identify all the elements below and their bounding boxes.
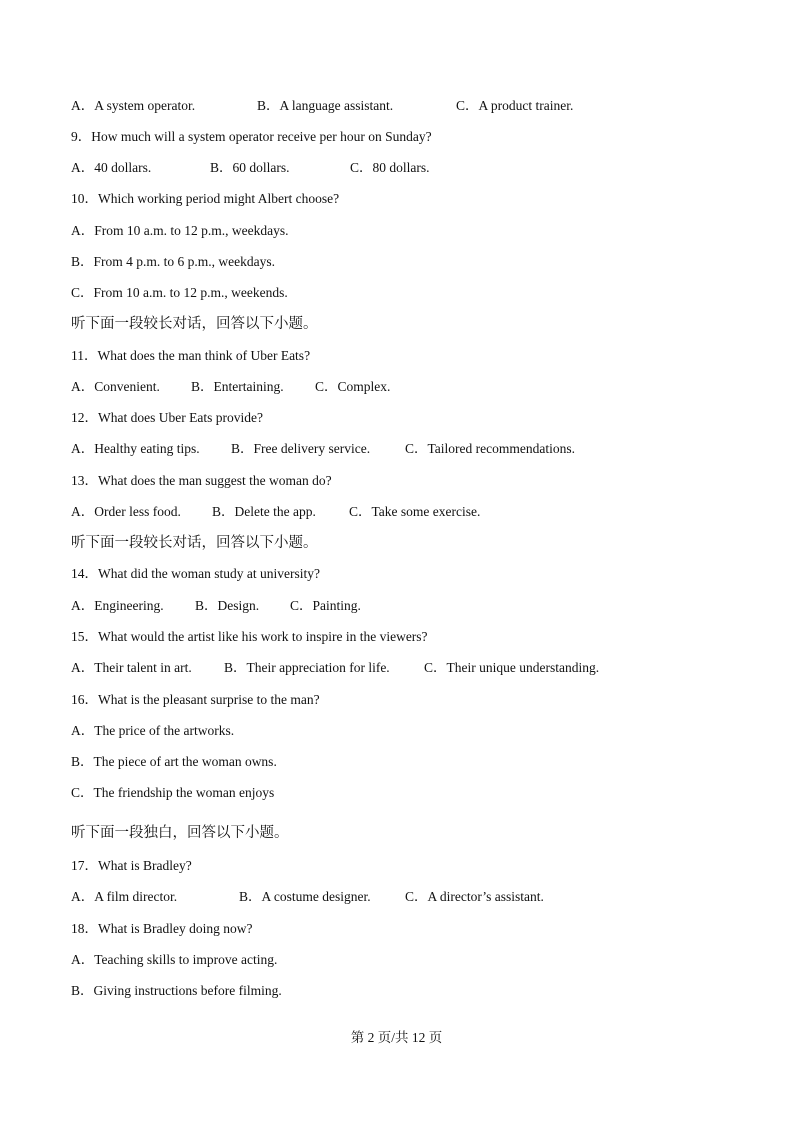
q13-question: 13．What does the man suggest the woman do? <box>71 473 332 488</box>
q13-option-a: A．Order less food. <box>71 504 181 519</box>
q16-option-c: C．The friendship the woman enjoys <box>71 785 275 800</box>
q8-option-a: A．A system operator. <box>71 98 196 113</box>
q15-option-b: B．Their appreciation for life. <box>224 660 390 675</box>
q15-option-c: C．Their unique understanding. <box>424 660 600 675</box>
q16-question: 16．What is the pleasant surprise to the man? <box>71 692 320 707</box>
q17-question: 17．What is Bradley? <box>71 858 192 873</box>
q9-option-b: B．60 dollars. <box>210 160 290 175</box>
q11-option-a: A．Convenient. <box>71 379 160 394</box>
q11-question: 11．What does the man think of Uber Eats? <box>71 348 311 363</box>
q12-question: 12．What does Uber Eats provide? <box>71 410 263 425</box>
q17-option-a: A．A film director. <box>71 889 178 904</box>
page-number-footer: 第 2 页/共 12 页 <box>350 1030 443 1045</box>
q8-option-b: B．A language assistant. <box>257 98 394 113</box>
q12-option-a: A．Healthy eating tips. <box>71 441 200 456</box>
q16-option-a: A．The price of the artworks. <box>71 723 235 738</box>
q13-option-c: C．Take some exercise. <box>349 504 481 519</box>
q12-option-b: B．Free delivery service. <box>231 441 371 456</box>
q15-question: 15．What would the artist like his work to inspire in the viewers? <box>71 629 428 644</box>
section-heading-monologue: 听下面一段独白，回答以下小题。 <box>71 825 289 841</box>
q17-option-c: C．A director’s assistant. <box>405 889 544 904</box>
q10-question: 10．Which working period might Albert choose? <box>71 191 340 206</box>
q14-option-a: A．Engineering. <box>71 598 164 613</box>
q18-option-b: B．Giving instructions before filming. <box>71 983 282 998</box>
q14-option-c: C．Painting. <box>290 598 361 613</box>
q16-option-b: B．The piece of art the woman owns. <box>71 754 277 769</box>
q18-option-a: A．Teaching skills to improve acting. <box>71 952 278 967</box>
q11-option-b: B．Entertaining. <box>191 379 284 394</box>
q14-question: 14．What did the woman study at university? <box>71 566 320 581</box>
q10-option-b: B．From 4 p.m. to 6 p.m., weekdays. <box>71 254 275 269</box>
q10-option-c: C．From 10 a.m. to 12 p.m., weekends. <box>71 285 288 300</box>
q17-option-b: B．A costume designer. <box>239 889 371 904</box>
q8-option-c: C．A product trainer. <box>456 98 574 113</box>
q9-question: 9．How much will a system operator receive per hour on Sunday? <box>71 129 432 144</box>
q11-option-c: C．Complex. <box>315 379 391 394</box>
q12-option-c: C．Tailored recommendations. <box>405 441 576 456</box>
q9-option-a: A．40 dollars. <box>71 160 152 175</box>
q13-option-b: B．Delete the app. <box>212 504 316 519</box>
q10-option-a: A．From 10 a.m. to 12 p.m., weekdays. <box>71 223 289 238</box>
q18-question: 18．What is Bradley doing now? <box>71 921 253 936</box>
section-heading-dialogue-1: 听下面一段较长对话，回答以下小题。 <box>71 316 318 332</box>
q14-option-b: B．Design. <box>195 598 260 613</box>
section-heading-dialogue-2: 听下面一段较长对话，回答以下小题。 <box>71 535 318 551</box>
q9-option-c: C．80 dollars. <box>350 160 430 175</box>
q15-option-a: A．Their talent in art. <box>71 660 192 675</box>
